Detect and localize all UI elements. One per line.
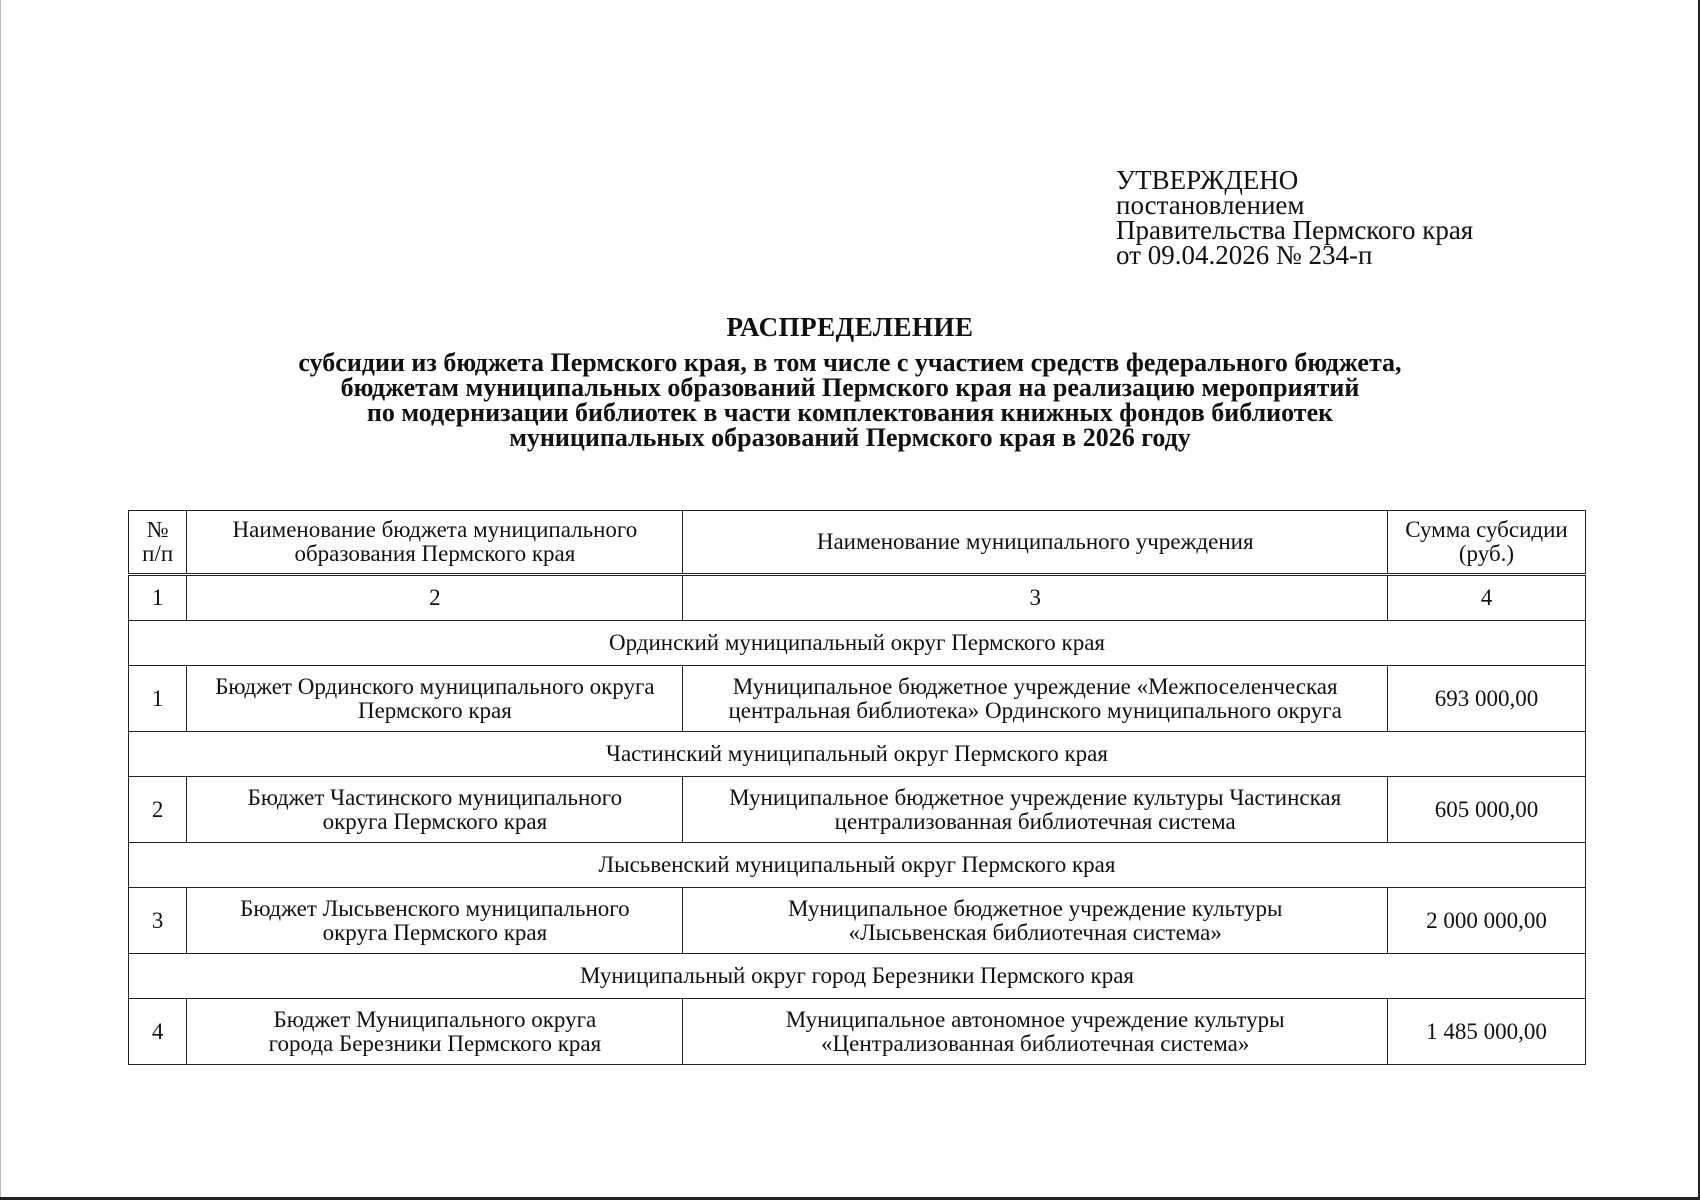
column-number-4: 4 — [1387, 575, 1585, 621]
header-sum — [1387, 511, 1585, 575]
column-number-2: 2 — [187, 575, 683, 621]
table-row — [129, 999, 1586, 1065]
row-budget-line2: округа Пермского края — [322, 919, 548, 945]
row-budget — [187, 666, 683, 732]
group-row — [129, 621, 1586, 666]
row-institution-line2: «Лысьвенская библиотечная система» — [848, 919, 1222, 945]
page-edge-left — [0, 0, 1, 1200]
row-num: 3 — [129, 888, 187, 954]
approval-line-government: Правительства Пермского края — [1116, 215, 1474, 245]
row-institution-line1: Муниципальное бюджетное учреждение культуры — [787, 895, 1283, 921]
row-institution — [683, 888, 1388, 954]
header-sum-line1: Сумма субсидии — [1405, 517, 1568, 542]
column-number-1: 1 — [129, 575, 187, 621]
approval-line-approved: УТВЕРЖДЕНО — [1116, 165, 1299, 195]
header-budget-line2: образования Пермского края — [294, 541, 576, 566]
header-institution: Наименование муниципального учреждения — [683, 511, 1388, 575]
column-number-3: 3 — [683, 575, 1388, 621]
row-sum: 605 000,00 — [1387, 777, 1585, 843]
row-institution — [683, 777, 1388, 843]
row-institution — [683, 666, 1388, 732]
row-budget-line1: Бюджет Ординского муниципального округа — [215, 673, 655, 699]
header-num-line1: № — [146, 517, 169, 542]
approval-stamp — [1116, 165, 1474, 270]
row-budget-line2: округа Пермского края — [322, 808, 548, 834]
approval-line-decree: постановлением — [1116, 190, 1305, 220]
table-header-row — [129, 511, 1586, 575]
row-institution-line2: центральная библиотека» Ординского муниципального округа — [728, 697, 1342, 723]
row-institution-line1: Муниципальное бюджетное учреждение культуры Частинская — [729, 784, 1342, 810]
table-row — [129, 777, 1586, 843]
row-budget-line1: Бюджет Частинского муниципального — [247, 784, 623, 810]
header-sum-line2: (руб.) — [1458, 541, 1515, 566]
header-budget — [187, 511, 683, 575]
header-budget-line1: Наименование бюджета муниципального — [232, 517, 638, 542]
row-institution-line2: «Централизованная библиотечная система» — [821, 1030, 1250, 1056]
subtitle-line-4: муниципальных образований Пермского края в 2026 году — [509, 423, 1191, 452]
group-name: Частинский муниципальный округ Пермского края — [129, 732, 1586, 777]
row-institution-line1: Муниципальное автономное учреждение культуры — [785, 1006, 1285, 1032]
row-sum: 693 000,00 — [1387, 666, 1585, 732]
subtitle-line-3: по модернизации библиотек в части комплектования книжных фондов библиотек — [366, 398, 1334, 427]
row-budget-line2: города Березники Пермского края — [268, 1030, 602, 1056]
row-num: 4 — [129, 999, 187, 1065]
row-budget — [187, 888, 683, 954]
subtitle-line-1: субсидии из бюджета Пермского края, в том числе с участием средств федерального бюджета, — [298, 348, 1402, 377]
row-sum: 2 000 000,00 — [1387, 888, 1585, 954]
row-institution-line1: Муниципальное бюджетное учреждение «Межпоселенческая — [732, 673, 1338, 699]
document-title: РАСПРЕДЕЛЕНИЕ — [726, 312, 974, 342]
group-row — [129, 954, 1586, 999]
group-name: Муниципальный округ город Березники Пермского края — [129, 954, 1586, 999]
distribution-table — [128, 510, 1586, 1065]
column-numbers-row — [129, 575, 1586, 621]
header-num-line2: п/п — [142, 541, 174, 566]
group-name: Лысьвенский муниципальный округ Пермского края — [129, 843, 1586, 888]
document-subtitle — [0, 350, 1700, 450]
row-sum: 1 485 000,00 — [1387, 999, 1585, 1065]
header-num — [129, 511, 187, 575]
row-budget — [187, 999, 683, 1065]
row-num: 2 — [129, 777, 187, 843]
subtitle-line-2: бюджетам муниципальных образований Пермского края на реализацию мероприятий — [340, 373, 1360, 402]
row-num: 1 — [129, 666, 187, 732]
row-budget — [187, 777, 683, 843]
table-row — [129, 888, 1586, 954]
row-institution-line2: централизованная библиотечная система — [834, 808, 1236, 834]
group-row — [129, 732, 1586, 777]
row-budget-line2: Пермского края — [357, 697, 512, 723]
table-row — [129, 666, 1586, 732]
group-row — [129, 843, 1586, 888]
row-budget-line1: Бюджет Муниципального округа — [273, 1006, 597, 1032]
approval-line-date-number: от 09.04.2026 № 234-п — [1116, 240, 1373, 270]
group-name: Ординский муниципальный округ Пермского края — [129, 621, 1586, 666]
row-budget-line1: Бюджет Лысьвенского муниципального — [240, 895, 630, 921]
row-institution — [683, 999, 1388, 1065]
